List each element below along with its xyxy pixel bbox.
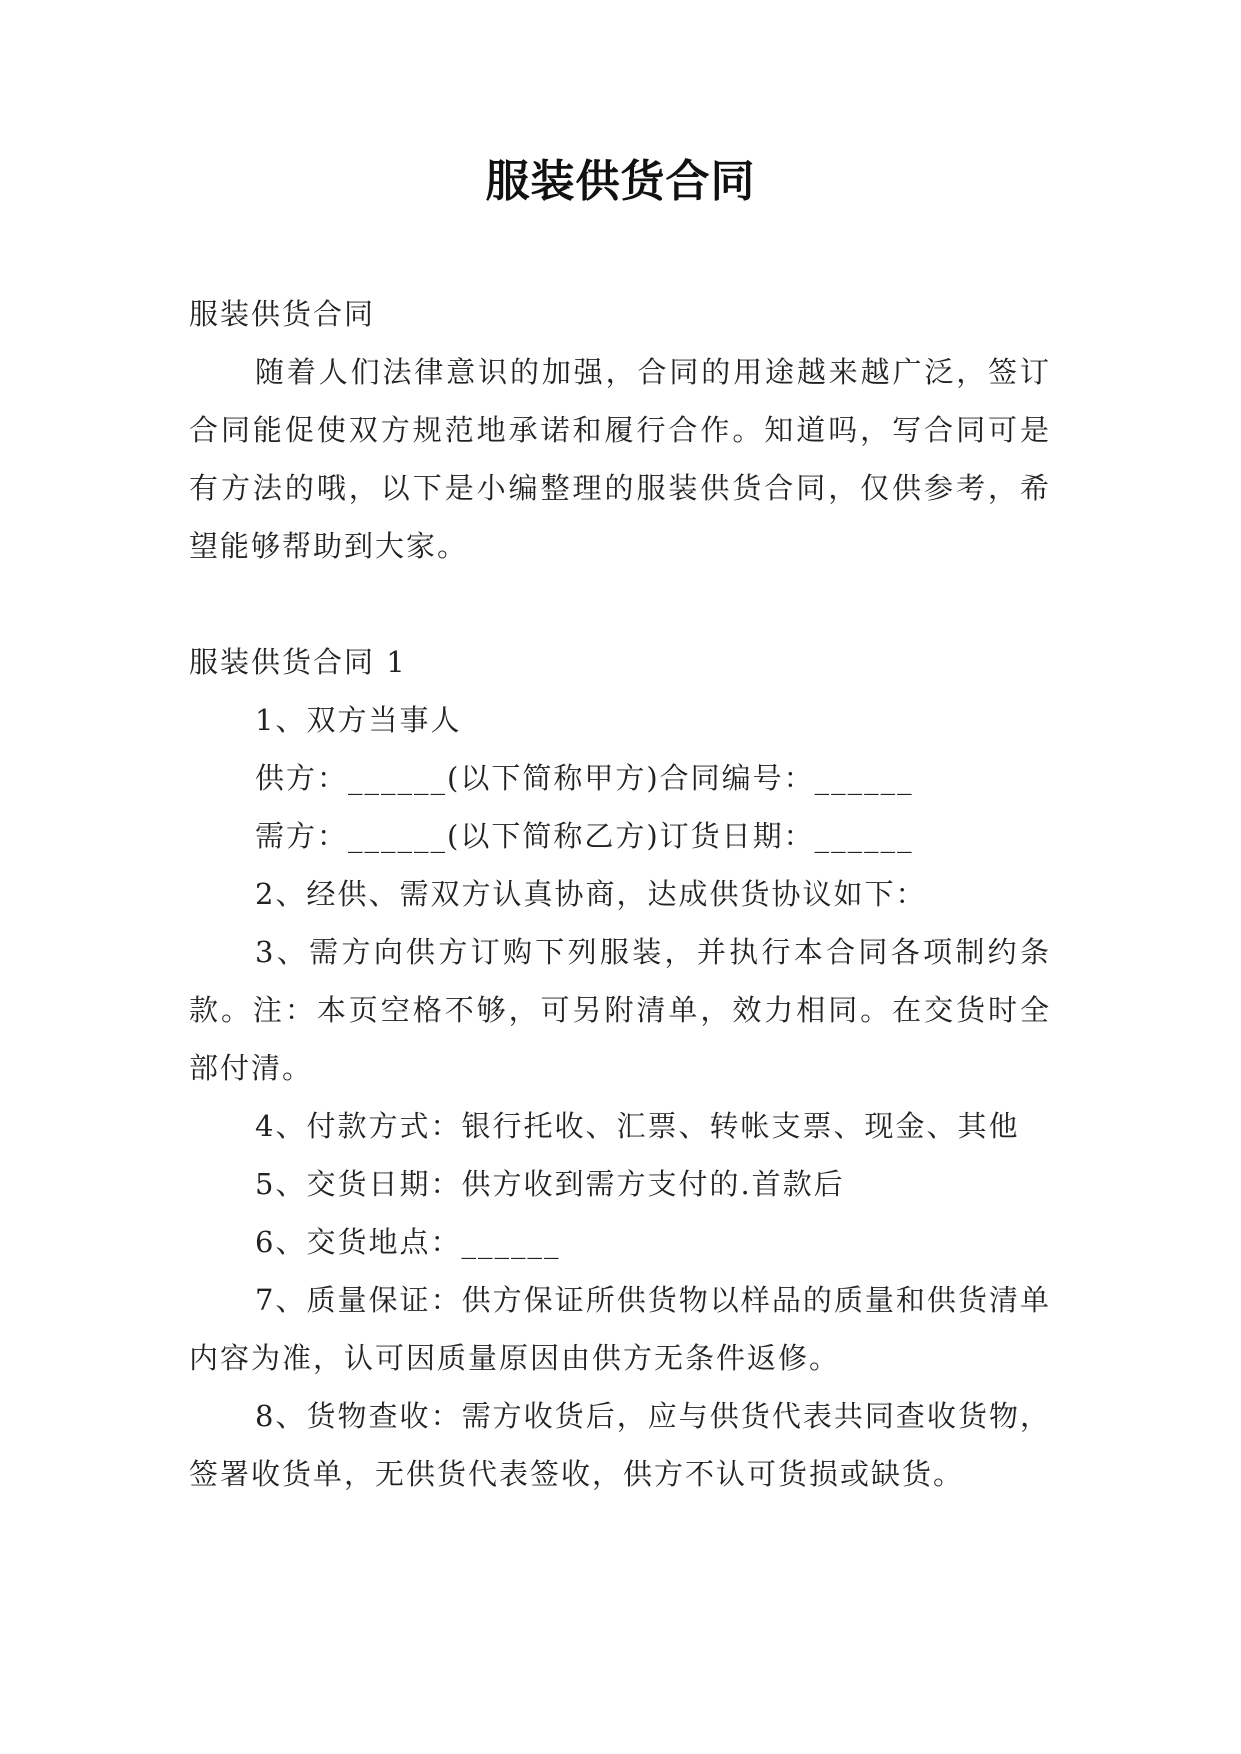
clause-4-payment: 4、付款方式：银行托收、汇票、转帐支票、现金、其他 bbox=[255, 1109, 1020, 1143]
clause-1-parties: 1、双方当事人 bbox=[255, 703, 462, 737]
intro-paragraph: 随着人们法律意识的加强，合同的用途越来越广泛，签订合同能促使双方规范地承诺和履行合作。知道吗，写合同可是有方法的哦，以下是小编整理的服装供货合同，仅供参考，希望能够帮助到大家。 bbox=[189, 355, 1051, 563]
clause-2-agreement: 2、经供、需双方认真协商，达成供货协议如下： bbox=[255, 877, 927, 911]
section-title: 服装供货合同 1 bbox=[189, 645, 407, 679]
clause-7-quality: 7、质量保证：供方保证所供货物以样品的质量和供货清单内容为准，认可因质量原因由供方无条件返修。 bbox=[189, 1283, 1051, 1375]
clause-buyer-line: 需方：______(以下简称乙方)订货日期：______ bbox=[255, 819, 914, 853]
clause-8-inspection: 8、货物查收：需方收货后，应与供货代表共同查收货物，签署收货单，无供货代表签收，供方不认可货损或缺货。 bbox=[189, 1399, 1051, 1491]
clause-5-delivery-date: 5、交货日期：供方收到需方支付的.首款后 bbox=[255, 1167, 845, 1201]
document-body bbox=[189, 285, 1051, 1503]
clause-6-delivery-place: 6、交货地点：______ bbox=[255, 1225, 561, 1259]
document-title: 服装供货合同 bbox=[485, 156, 756, 207]
document-subtitle: 服装供货合同 bbox=[189, 297, 376, 331]
clause-3-order: 3、需方向供方订购下列服装，并执行本合同各项制约条款。注：本页空格不够，可另附清单，效力相同。在交货时全部付清。 bbox=[189, 935, 1051, 1085]
clause-supplier-line: 供方：______(以下简称甲方)合同编号：______ bbox=[255, 761, 914, 795]
